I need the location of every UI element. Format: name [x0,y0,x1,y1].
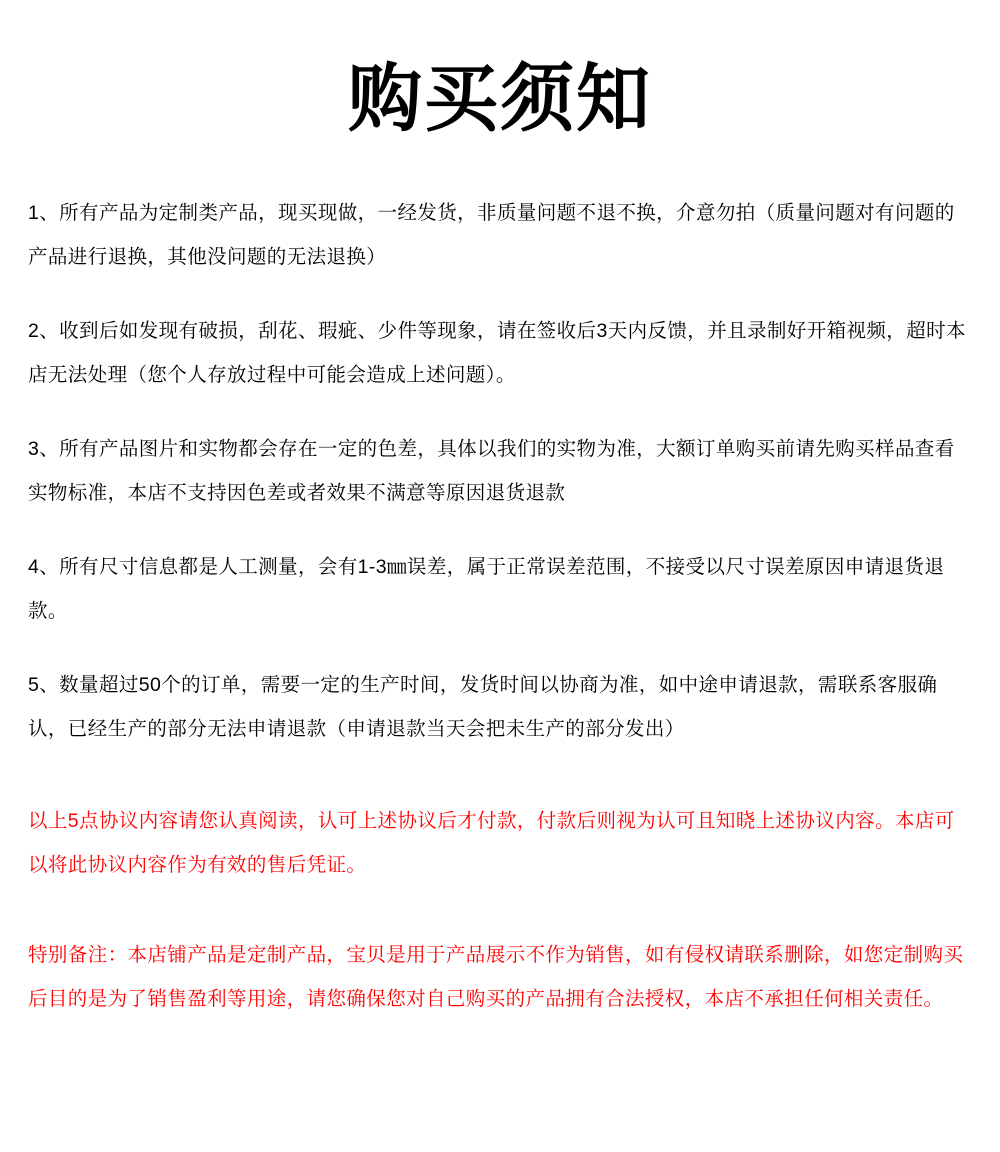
agreement-notice: 以上5点协议内容请您认真阅读，认可上述协议后才付款，付款后则视为认可且知晓上述协议内容。本店可以将此协议内容作为有效的售后凭证。 [28,810,955,877]
term-item-5: 5、数量超过50个的订单，需要一定的生产时间，发货时间以协商为准，如中途申请退款，需联系客服确认，已经生产的部分无法申请退款（申请退款当天会把未生产的部分发出） [28,674,938,741]
term-item-1: 1、所有产品为定制类产品，现买现做，一经发货，非质量问题不退不换，介意勿拍（质量问题对有问题的产品进行退换，其他没问题的无法退换） [28,202,955,269]
terms-list [28,191,972,751]
bottom-spacer [28,1021,972,1081]
term-item-4: 4、所有尺寸信息都是人工测量，会有1-3㎜误差，属于正常误差范围，不接受以尺寸误差原因申请退货退款。 [28,556,945,623]
special-remark-notice: 特别备注：本店铺产品是定制产品，宝贝是用于产品展示不作为销售，如有侵权请联系删除，如您定制购买后目的是为了销售盈利等用途，请您确保您对自己购买的产品拥有合法授权，本店不承担任何相关责任。 [28,944,964,1011]
term-item-3: 3、所有产品图片和实物都会存在一定的色差，具体以我们的实物为准，大额订单购买前请先购买样品查看实物标准，本店不支持因色差或者效果不满意等原因退货退款 [28,438,955,505]
page-title: 购买须知 [348,57,652,140]
notice-list [28,799,972,1021]
term-item-2: 2、收到后如发现有破损，刮花、瑕疵、少件等现象，请在签收后3天内反馈，并且录制好开箱视频，超时本店无法处理（您个人存放过程中可能会造成上述问题）。 [28,320,966,387]
